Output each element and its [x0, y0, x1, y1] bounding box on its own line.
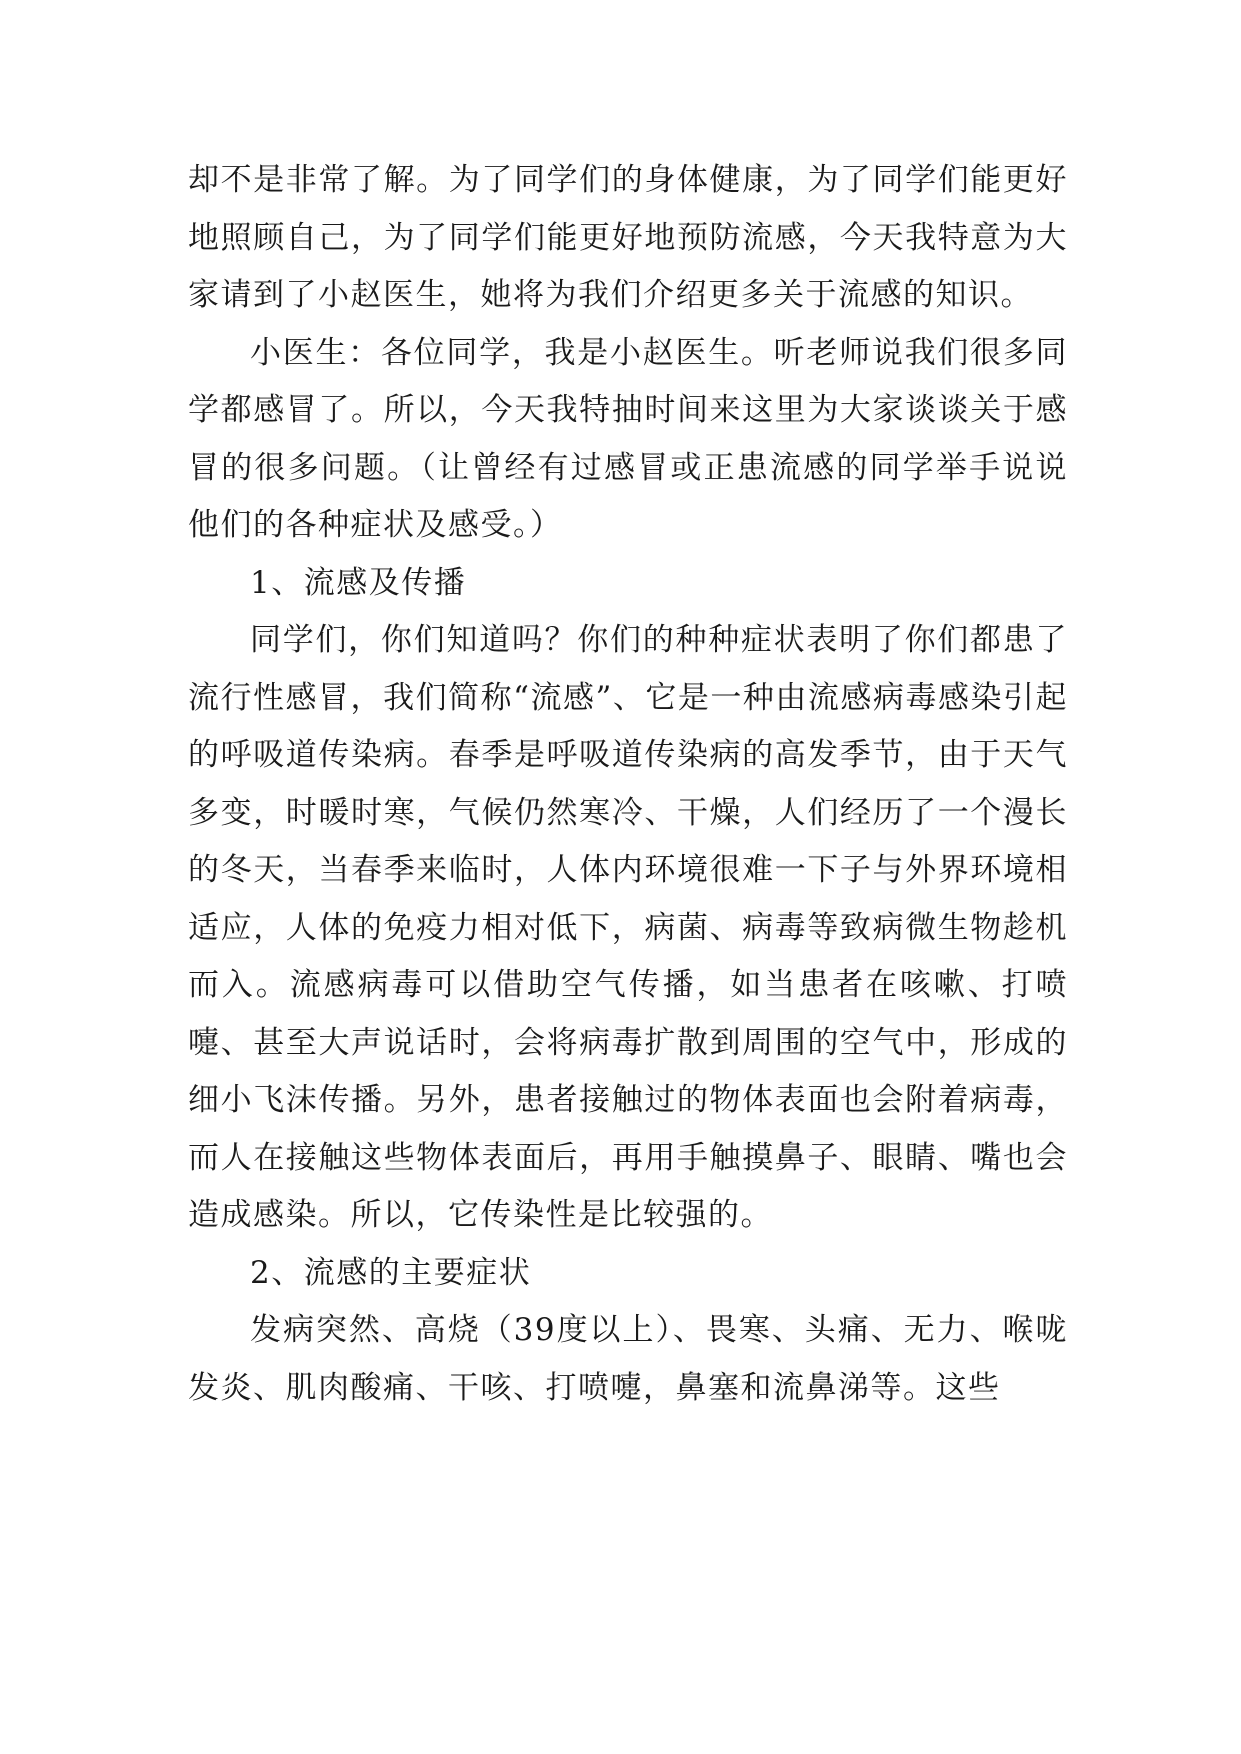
section-heading-flu-symptoms: 2、流感的主要症状: [250, 1254, 532, 1291]
section-heading-flu-transmission: 1、流感及传播: [250, 564, 467, 601]
paragraph-flu-symptoms: 发病突然、高烧（39度以上）、畏寒、头痛、无力、喉咙发炎、肌肉酸痛、干咳、打喷嚏，鼻塞和流鼻涕等。这些: [188, 1312, 1068, 1406]
paragraph-flu-transmission: 同学们，你们知道吗？你们的种种症状表明了你们都患了流行性感冒，我们简称“流感”、它是一种由流感病毒感染引起的呼吸道传染病。春季是呼吸道传染病的高发季节，由于天气多变，时暖时寒，气候仍然寒冷、干燥，人们经历了一个漫长的冬天，当春季来临时，人体内环境很难一下子与外界环境相适应，人体的免疫力相对低下，病菌、病毒等致病微生物趁机而入。流感病毒可以借助空气传播，如当患者在咳嗽、打喷嚏、甚至大声说话时，会将病毒扩散到周围的空气中，形成的细小飞沫传播。另外，患者接触过的物体表面也会附着病毒，而人在接触这些物体表面后，再用手触摸鼻子、眼睛、嘴也会造成感染。所以，它传染性是比较强的。: [188, 622, 1068, 1233]
document-body: [188, 152, 1068, 1417]
paragraph-intro-continued: 却不是非常了解。为了同学们的身体健康，为了同学们能更好地照顾自己，为了同学们能更好地预防流感，今天我特意为大家请到了小赵医生，她将为我们介绍更多关于流感的知识。: [188, 162, 1068, 313]
paragraph-doctor-greeting: 小医生：各位同学，我是小赵医生。听老师说我们很多同学都感冒了。所以，今天我特抽时间来这里为大家谈谈关于感冒的很多问题。（让曾经有过感冒或正患流感的同学举手说说他们的各种症状及感受。）: [188, 334, 1068, 543]
